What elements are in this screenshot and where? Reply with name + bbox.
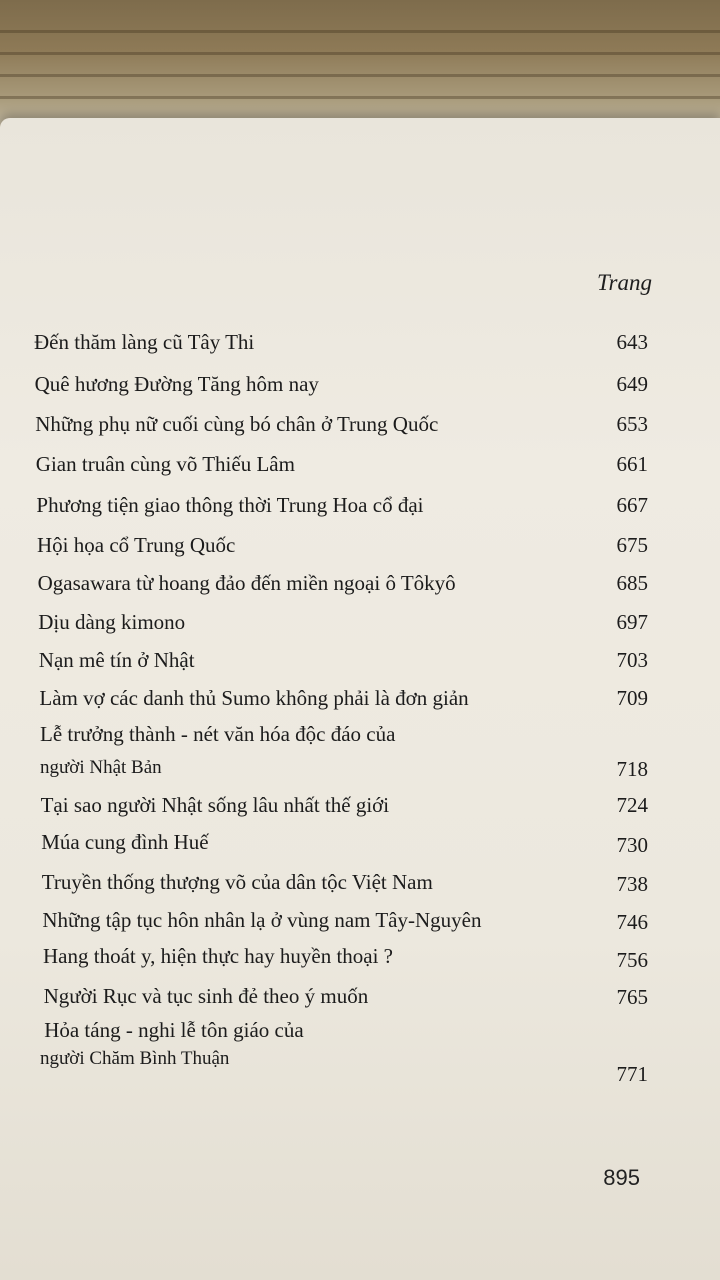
toc-entry-title: Truyền thống thượng võ của dân tộc Việt Nam bbox=[41, 870, 433, 894]
toc-entry-title: Nạn mê tín ở Nhật bbox=[38, 648, 195, 672]
toc-entry-title: Múa cung đình Huế bbox=[41, 830, 209, 854]
page-column-header: Trang bbox=[597, 270, 652, 295]
toc-entry-title: Đến thăm làng cũ Tây Thi bbox=[34, 330, 255, 354]
toc-entry-title: Những phụ nữ cuối cùng bó chân ở Trung Quốc bbox=[35, 412, 439, 436]
toc-entry-title: Hang thoát y, hiện thực hay huyền thoại ? bbox=[43, 944, 394, 968]
toc-entry-page-number: 730 bbox=[616, 833, 648, 857]
toc-entry-title: Làm vợ các danh thủ Sumo không phải là đơn giản bbox=[39, 686, 469, 710]
toc-entry-page-number: 765 bbox=[616, 985, 648, 1009]
toc-entry-page-number: 661 bbox=[616, 452, 648, 476]
toc-entry-title: Người Rục và tục sinh đẻ theo ý muốn bbox=[43, 984, 369, 1008]
toc-entry-title: Những tập tục hôn nhân lạ ở vùng nam Tây-Nguyên bbox=[42, 908, 482, 932]
toc-entry-title: Tại sao người Nhật sống lâu nhất thế giới bbox=[40, 793, 390, 817]
toc-entry-page-number: 746 bbox=[616, 910, 648, 934]
toc-entry-page-number: 724 bbox=[616, 793, 648, 817]
toc-entry-title: Ogasawara từ hoang đảo đến miền ngoại ô Tôkyô bbox=[37, 571, 456, 595]
toc-entry-page-number: 718 bbox=[616, 757, 648, 781]
toc-entry-page-number: 709 bbox=[616, 686, 648, 710]
toc-entry-page-number: 697 bbox=[616, 610, 648, 634]
page-number: 895 bbox=[603, 1165, 640, 1190]
toc-entry-page-number: 675 bbox=[616, 533, 648, 557]
toc-entry-page-number: 771 bbox=[616, 1062, 648, 1086]
toc-entry-title: Phương tiện giao thông thời Trung Hoa cổ đại bbox=[36, 493, 424, 517]
toc-entry-page-number: 667 bbox=[616, 493, 648, 517]
toc-entry-title-continuation: người Chăm Bình Thuận bbox=[40, 1048, 230, 1069]
toc-entry-title: Quê hương Đường Tăng hôm nay bbox=[34, 372, 319, 396]
toc-entry-page-number: 653 bbox=[616, 412, 648, 436]
toc-entry-page-number: 649 bbox=[616, 372, 648, 396]
toc-entry-title: Dịu dàng kimono bbox=[38, 610, 186, 634]
toc-entry-page-number: 643 bbox=[616, 330, 648, 354]
toc-entry-title-continuation: người Nhật Bản bbox=[40, 757, 162, 778]
toc-entry-title: Gian truân cùng võ Thiếu Lâm bbox=[35, 452, 295, 476]
toc-entry-page-number: 756 bbox=[616, 948, 648, 972]
toc-entry-title: Hỏa táng - nghi lễ tôn giáo của bbox=[44, 1018, 304, 1042]
toc-entry-title: Lễ trưởng thành - nét văn hóa độc đáo của bbox=[40, 722, 396, 746]
toc-entry-page-number: 685 bbox=[616, 571, 648, 595]
toc-entry-page-number: 703 bbox=[616, 648, 648, 672]
toc-entry-page-number: 738 bbox=[616, 872, 648, 896]
toc-entry-title: Hội họa cổ Trung Quốc bbox=[37, 533, 236, 557]
